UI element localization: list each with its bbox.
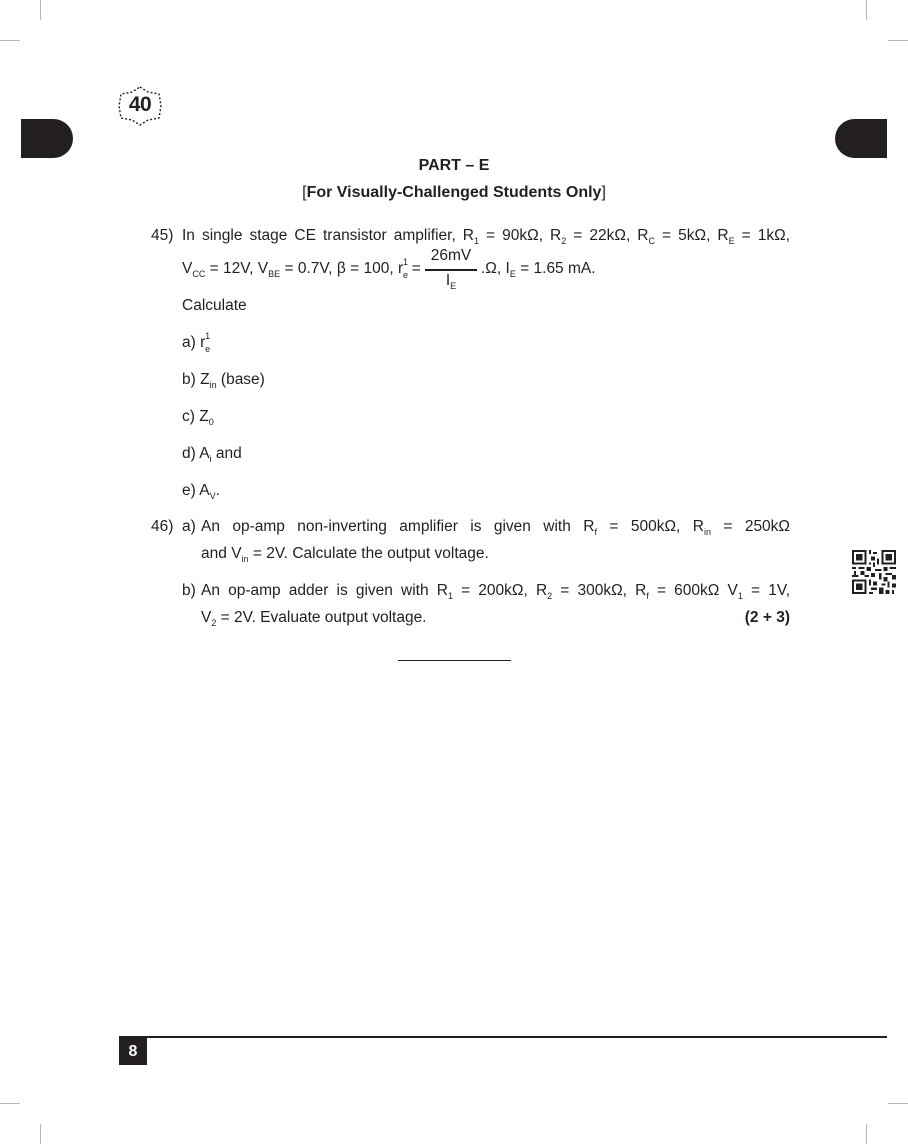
page-number: 8 <box>119 1038 147 1065</box>
q46-a-line-1: An op-amp non-inverting amplifier is given with $R_f = 500k\Omega$, $R_{in} = 250k\Omega$ <box>201 518 791 537</box>
part-title: PART – E <box>418 157 490 174</box>
q46-b-line-2: $V_2 = 2V$. Evaluate output voltage. <box>201 609 427 628</box>
r-prime-e: r 1 e <box>397 257 408 280</box>
q45-part-e: e) $A_V$. <box>182 482 220 501</box>
q46-marks: (2 + 3) <box>744 609 790 626</box>
q45-line-2-left: $V_{CC} = 12V$, $V_{BE} = 0.7V$, β = 100, r 1 e = <box>182 257 421 280</box>
q45-line-1: In single stage CE transistor amplifier, $R_1 = 90k\Omega$, $R_2 = 22k\Omega$, $R_C = 5k\Omega$, $R_E = 1k\Omega$, <box>182 227 790 246</box>
crop-mark <box>0 1103 20 1104</box>
crop-mark <box>888 1103 908 1104</box>
q45-part-c: c) $Z_0$ <box>182 408 214 427</box>
fraction-bar <box>425 269 477 271</box>
q45-part-a: a) r 1 e <box>182 331 211 354</box>
crop-mark <box>866 0 867 20</box>
fraction-denominator: $I_E$ <box>445 272 457 291</box>
end-rule <box>398 660 511 661</box>
qr-code-icon <box>852 550 896 594</box>
crop-mark <box>40 1124 41 1144</box>
fraction-numerator: 26mV <box>430 247 472 264</box>
footer-rule <box>119 1036 887 1038</box>
right-side-tab <box>835 119 887 158</box>
q46-b-label: b) <box>182 582 196 599</box>
crop-mark <box>40 0 41 20</box>
part-subtitle: [For Visually-Challenged Students Only] <box>302 184 606 201</box>
q45-number: 45) <box>151 227 174 244</box>
crop-mark <box>866 1124 867 1144</box>
crop-mark <box>888 40 908 41</box>
q45-calculate: Calculate <box>182 297 247 314</box>
crop-mark <box>0 40 20 41</box>
q46-a-label: a) <box>182 518 196 535</box>
page-badge-number: 40 <box>128 93 152 116</box>
q46-b-line-1: An op-amp adder is given with $R_1 = 200k\Omega$, $R_2 = 300k\Omega$, $R_f = 600k\Omega$ $V_1 = 1V$, <box>201 582 791 601</box>
q45-line-2-right: .Ω, $I_E = 1.65$ mA. <box>481 260 596 279</box>
q46-a-line-2: and $V_{in} = 2V$. Calculate the output voltage. <box>201 545 489 564</box>
q45-part-b: b) $Z_{in}$ (base) <box>182 371 265 390</box>
q46-number: 46) <box>151 518 174 535</box>
left-side-tab <box>21 119 73 158</box>
q45-part-d: d) $A_i$ and <box>182 445 242 464</box>
